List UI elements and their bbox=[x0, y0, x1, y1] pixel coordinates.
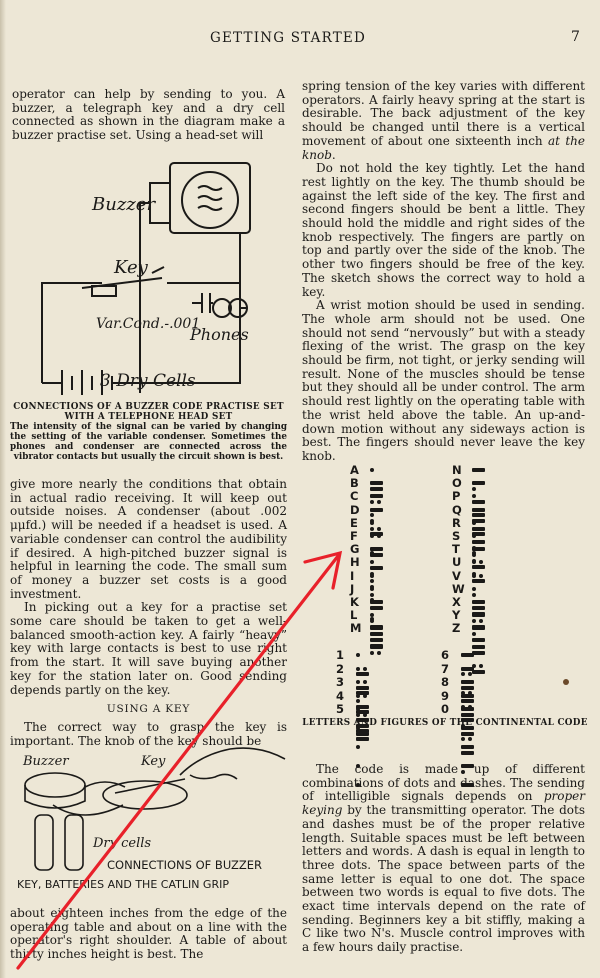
morse-dot bbox=[377, 500, 381, 504]
morse-dot bbox=[370, 613, 374, 617]
morse-character: Q bbox=[452, 502, 462, 517]
morse-code-symbols bbox=[356, 653, 372, 657]
page-edge bbox=[0, 0, 6, 978]
morse-character: 1 bbox=[336, 648, 345, 662]
morse-dot bbox=[472, 587, 476, 591]
morse-dash bbox=[461, 745, 474, 749]
morse-code-symbols bbox=[356, 667, 372, 671]
morse-dash bbox=[370, 638, 383, 642]
morse-character: A bbox=[350, 463, 359, 477]
morse-character: R bbox=[452, 515, 461, 530]
morse-code-symbols bbox=[472, 481, 488, 485]
morse-code-symbols bbox=[461, 694, 477, 698]
morse-dash bbox=[472, 481, 485, 485]
right-paragraph-4-a: The code is made up of different combinations of dots and dashes. The sending of intelligible signals depends on bbox=[302, 762, 585, 804]
morse-dash bbox=[461, 694, 474, 698]
morse-code-symbols bbox=[472, 574, 488, 578]
morse-character: I bbox=[350, 568, 355, 583]
morse-dash bbox=[356, 672, 369, 676]
left-paragraph-5: about eighteen inches from the edge of the operating table and about on a line with the operator's right shoulder. A table of about thirty inches height is best. The bbox=[10, 906, 287, 962]
morse-dot bbox=[370, 587, 374, 591]
morse-character: X bbox=[452, 595, 461, 609]
morse-code-symbols bbox=[472, 613, 488, 617]
morse-dash bbox=[461, 732, 474, 736]
morse-dot bbox=[472, 632, 476, 636]
morse-dot bbox=[370, 619, 374, 623]
page-number: 7 bbox=[571, 29, 580, 45]
morse-code-symbols bbox=[472, 600, 488, 604]
morse-dash bbox=[472, 565, 485, 569]
morse-character: S bbox=[452, 529, 461, 543]
morse-character: E bbox=[350, 515, 358, 530]
morse-dash bbox=[370, 494, 383, 498]
morse-dash bbox=[472, 547, 485, 551]
morse-dot bbox=[356, 699, 360, 703]
catlin-grip-illustration bbox=[15, 745, 290, 895]
morse-character: Y bbox=[452, 608, 461, 623]
morse-dash bbox=[461, 699, 474, 703]
right-column-bottom bbox=[302, 763, 585, 955]
caption-2-line-1: CONNECTIONS OF BUZZER bbox=[107, 858, 263, 872]
morse-character: 6 bbox=[441, 648, 450, 662]
left-column-middle bbox=[10, 478, 287, 748]
morse-code-symbols bbox=[461, 707, 477, 711]
left-paragraph-1: operator can help by sending to you. A buzzer, a telegraph key and a dry cell connected as shown in the diagram make a buzzer practise set. Using a head-set will bbox=[12, 87, 285, 143]
right-paragraph-4-b: by the transmitting operator. The dots and dashes must be of the proper relative length. Suitable spaces must be left between letters and words. A dash is equal in length to three dots. The space between parts of the same letter is equal to one dot. The space between two words is equal to five dots. The exact time intervals depend on the rate of sending. Beginners key a bit stiffly, making a C like two N's. Muscle control improves with a few hours daily practise. bbox=[302, 803, 585, 955]
morse-code-symbols bbox=[472, 494, 488, 498]
morse-dash bbox=[370, 600, 383, 604]
morse-dash bbox=[472, 638, 485, 642]
morse-character: Z bbox=[452, 621, 461, 636]
morse-dash bbox=[356, 732, 369, 736]
morse-code-symbols bbox=[472, 560, 488, 564]
morse-dot bbox=[356, 745, 360, 749]
morse-character: V bbox=[452, 568, 461, 583]
label-key: Key bbox=[114, 257, 148, 278]
morse-dot bbox=[472, 619, 476, 623]
morse-code-symbols bbox=[370, 521, 377, 525]
morse-code-symbols bbox=[461, 680, 477, 684]
morse-dash bbox=[472, 500, 485, 504]
morse-character: C bbox=[350, 489, 359, 504]
morse-character: 9 bbox=[441, 688, 450, 703]
morse-character: J bbox=[350, 581, 355, 596]
morse-dash bbox=[472, 527, 485, 531]
morse-dot bbox=[377, 527, 381, 531]
morse-character: O bbox=[452, 476, 462, 491]
morse-code-symbols bbox=[370, 468, 386, 472]
morse-code-symbols bbox=[472, 468, 488, 472]
morse-dot bbox=[472, 521, 476, 525]
morse-dot bbox=[370, 534, 374, 538]
morse-dot bbox=[468, 672, 472, 676]
morse-code-symbols bbox=[370, 587, 386, 591]
morse-character: 8 bbox=[441, 675, 450, 690]
morse-dot bbox=[363, 667, 367, 671]
morse-dot bbox=[356, 713, 360, 717]
morse-dot bbox=[363, 680, 367, 684]
left-column-bottom bbox=[10, 907, 287, 962]
page-header bbox=[0, 30, 600, 50]
morse-dash bbox=[370, 547, 383, 551]
morse-code-symbols bbox=[472, 547, 488, 551]
caption-1-body: The intensity of the signal can be varied by changing the setting of the variable condenser. Sometimes the phones and condenser are connected across the vibrator contacts but usually the circuit shown is best. bbox=[10, 422, 287, 462]
morse-dash bbox=[472, 579, 485, 583]
morse-code-symbols bbox=[472, 508, 488, 512]
morse-dot bbox=[472, 560, 476, 564]
morse-dot bbox=[472, 574, 476, 578]
morse-character: B bbox=[350, 476, 359, 491]
morse-dot bbox=[479, 619, 483, 623]
morse-dot bbox=[370, 593, 374, 597]
morse-dot bbox=[363, 713, 367, 717]
morse-code-symbols bbox=[472, 626, 488, 630]
morse-character: M bbox=[350, 621, 362, 636]
morse-character: P bbox=[452, 489, 461, 504]
label-dry-cells: 3 Dry Cells bbox=[100, 371, 196, 391]
morse-code-symbols bbox=[370, 560, 377, 564]
running-title: GETTING STARTED bbox=[210, 30, 366, 46]
morse-code-symbols bbox=[370, 600, 386, 604]
morse-dash bbox=[461, 653, 474, 657]
morse-dash bbox=[370, 481, 383, 485]
morse-dot bbox=[479, 574, 483, 578]
morse-dot bbox=[370, 513, 374, 517]
morse-character: H bbox=[350, 555, 360, 570]
morse-dash bbox=[461, 686, 474, 690]
morse-dot bbox=[370, 579, 374, 583]
morse-dash bbox=[461, 680, 474, 684]
morse-code-symbols bbox=[370, 613, 386, 617]
paper-stain bbox=[563, 679, 569, 685]
morse-dot bbox=[479, 560, 483, 564]
morse-dot bbox=[461, 737, 465, 741]
morse-dash bbox=[370, 626, 383, 630]
morse-character: N bbox=[452, 463, 462, 477]
morse-dash bbox=[370, 645, 383, 649]
morse-dash bbox=[356, 686, 369, 690]
section-heading-using-a-key: USING A KEY bbox=[106, 703, 191, 716]
label-key-2: Key bbox=[141, 754, 166, 769]
right-paragraph-3: A wrist motion should be used in sending. The whole arm should not be used. One should not send “nervously” but with a steady flexing of the wrist. The grasp on the key should be firm, not tight, or jerky sending will result. None of the muscles should be tense but they should all be under control. The arm should rest lightly on the operating table with the wrist held above the table. An up-and-down motion without any sideways action is best. The fingers should never leave the key knob. bbox=[302, 298, 585, 463]
morse-dash bbox=[461, 707, 474, 711]
morse-code-symbols bbox=[370, 626, 386, 630]
morse-code-symbols bbox=[461, 667, 477, 671]
morse-character: 5 bbox=[336, 702, 345, 717]
morse-dot bbox=[356, 694, 360, 698]
morse-dash bbox=[472, 645, 485, 649]
morse-character: F bbox=[350, 529, 358, 543]
morse-code-symbols bbox=[472, 521, 488, 525]
label-buzzer-2: Buzzer bbox=[23, 754, 69, 769]
continental-code-table bbox=[336, 463, 522, 721]
morse-dot bbox=[472, 494, 476, 498]
morse-character: 7 bbox=[441, 661, 450, 676]
morse-dot bbox=[377, 534, 381, 538]
left-paragraph-2: give more nearly the conditions that obtain in actual radio receiving. It will keep out outside noises. A condenser (about .002 μμfd.) will be needed if a headset is used. A variable condenser can control the audibility if desired. A high-pitched buzzer signal is helpful in learning the code. The small sum of money a buzzer set costs is a good investment. bbox=[10, 477, 287, 601]
morse-dash bbox=[370, 566, 383, 570]
morse-code-symbols bbox=[356, 707, 363, 711]
morse-code-symbols bbox=[370, 481, 386, 485]
label-dry-cells-2: Dry cells bbox=[93, 836, 152, 851]
label-phones: Phones bbox=[190, 325, 249, 344]
morse-character: 2 bbox=[336, 661, 345, 676]
morse-dash bbox=[461, 713, 474, 717]
morse-character: G bbox=[350, 542, 360, 557]
morse-code-symbols bbox=[370, 574, 377, 578]
morse-character: K bbox=[350, 595, 359, 609]
morse-dash bbox=[472, 600, 485, 604]
right-paragraph-1: spring tension of the key varies with different operators. A fairly heavy spring at the start is desirable. The back adjustment of the key should be changed until there is a vertical movement of about one sixteenth inch at the knob. bbox=[302, 79, 585, 162]
morse-dash bbox=[461, 751, 474, 755]
right-paragraph-4-italic: proper keying bbox=[302, 789, 585, 818]
morse-dash bbox=[370, 508, 383, 512]
morse-dash bbox=[370, 487, 383, 491]
morse-character: 0 bbox=[441, 702, 450, 717]
morse-character: 4 bbox=[336, 688, 345, 703]
morse-code-symbols bbox=[472, 534, 479, 538]
morse-dash bbox=[472, 606, 485, 610]
morse-dot bbox=[356, 653, 360, 657]
morse-dot bbox=[472, 593, 476, 597]
morse-dot bbox=[479, 664, 483, 668]
morse-dot bbox=[377, 651, 381, 655]
caption-2-line-2: KEY, BATTERIES AND THE CATLIN GRIP bbox=[17, 878, 229, 891]
morse-character: D bbox=[350, 502, 360, 517]
morse-dot bbox=[472, 553, 476, 557]
morse-dash bbox=[472, 540, 485, 544]
morse-dot bbox=[356, 667, 360, 671]
morse-dot bbox=[370, 500, 374, 504]
morse-dot bbox=[370, 527, 374, 531]
morse-character: U bbox=[452, 555, 462, 570]
morse-code-symbols bbox=[472, 587, 488, 591]
caption-1-title: CONNECTIONS OF A BUZZER CODE PRACTISE SET WITH A TELEPHONE HEAD SET bbox=[13, 402, 284, 422]
morse-code-symbols bbox=[356, 680, 372, 684]
morse-dot bbox=[370, 574, 374, 578]
morse-dash bbox=[370, 632, 383, 636]
morse-table-caption: LETTERS AND FIGURES OF THE CONTINENTAL CODE bbox=[302, 718, 588, 728]
morse-code-symbols bbox=[370, 494, 386, 498]
morse-dash bbox=[472, 626, 485, 630]
morse-dash bbox=[461, 667, 474, 671]
morse-dash bbox=[472, 508, 485, 512]
morse-character: T bbox=[452, 542, 460, 557]
morse-code-symbols bbox=[356, 694, 372, 698]
morse-code-symbols bbox=[370, 547, 386, 551]
right-paragraph-1-italic: at the knob bbox=[302, 133, 585, 162]
morse-dash bbox=[472, 613, 485, 617]
morse-dot bbox=[461, 672, 465, 676]
right-column-top bbox=[302, 80, 585, 464]
morse-dot bbox=[363, 694, 367, 698]
morse-dash bbox=[370, 606, 383, 610]
morse-dot bbox=[472, 534, 476, 538]
buzzer-circuit-diagram bbox=[22, 148, 277, 398]
morse-dot bbox=[370, 468, 374, 472]
morse-character: W bbox=[452, 581, 465, 596]
morse-code-symbols bbox=[461, 653, 477, 657]
right-paragraph-4 bbox=[302, 763, 585, 955]
morse-dash bbox=[356, 737, 369, 741]
morse-character: 3 bbox=[336, 675, 345, 690]
label-buzzer: Buzzer bbox=[92, 194, 156, 215]
morse-code-symbols bbox=[370, 534, 386, 538]
morse-dot bbox=[356, 707, 360, 711]
right-paragraph-2: Do not hold the key tightly. Let the hand rest lightly on the key. The thumb should be against the left side of the key. The first and second fingers should be bent a little. They should hold the middle and right sides of the knob respectively. The fingers are partly on top and partly over the side of the knob. The other two fingers should be free of the key. The sketch shows the correct way to hold a key. bbox=[302, 161, 585, 299]
morse-dot bbox=[356, 680, 360, 684]
morse-code-symbols bbox=[370, 508, 386, 512]
label-condenser: Var.Cond.-.001 bbox=[96, 316, 201, 332]
right-paragraph-1-text: spring tension of the key varies with different operators. A fairly heavy spring at the start is desirable. The back adjustment of the key should be changed until there is a vertical movement of about one sixteenth inch bbox=[302, 79, 585, 148]
left-paragraph-3: In picking out a key for a practise set some care should be taken to get a well-balanced smooth-action key. A fairly “heavy” key with large contacts is best to use right from the start. It will save buying another key for the station later on. Good sending depends partly on the key. bbox=[10, 600, 287, 697]
morse-dot bbox=[370, 560, 374, 564]
figure-caption-1 bbox=[10, 402, 287, 462]
morse-dot bbox=[468, 737, 472, 741]
morse-character: L bbox=[350, 608, 358, 623]
morse-dot bbox=[370, 521, 374, 525]
morse-dash bbox=[472, 513, 485, 517]
morse-dash bbox=[472, 468, 485, 472]
left-column-top bbox=[12, 88, 285, 143]
morse-dot bbox=[472, 487, 476, 491]
left-paragraph-4: The correct way to grasp the key is important. The knob of the key should be bbox=[10, 719, 287, 748]
morse-dash bbox=[370, 553, 383, 557]
